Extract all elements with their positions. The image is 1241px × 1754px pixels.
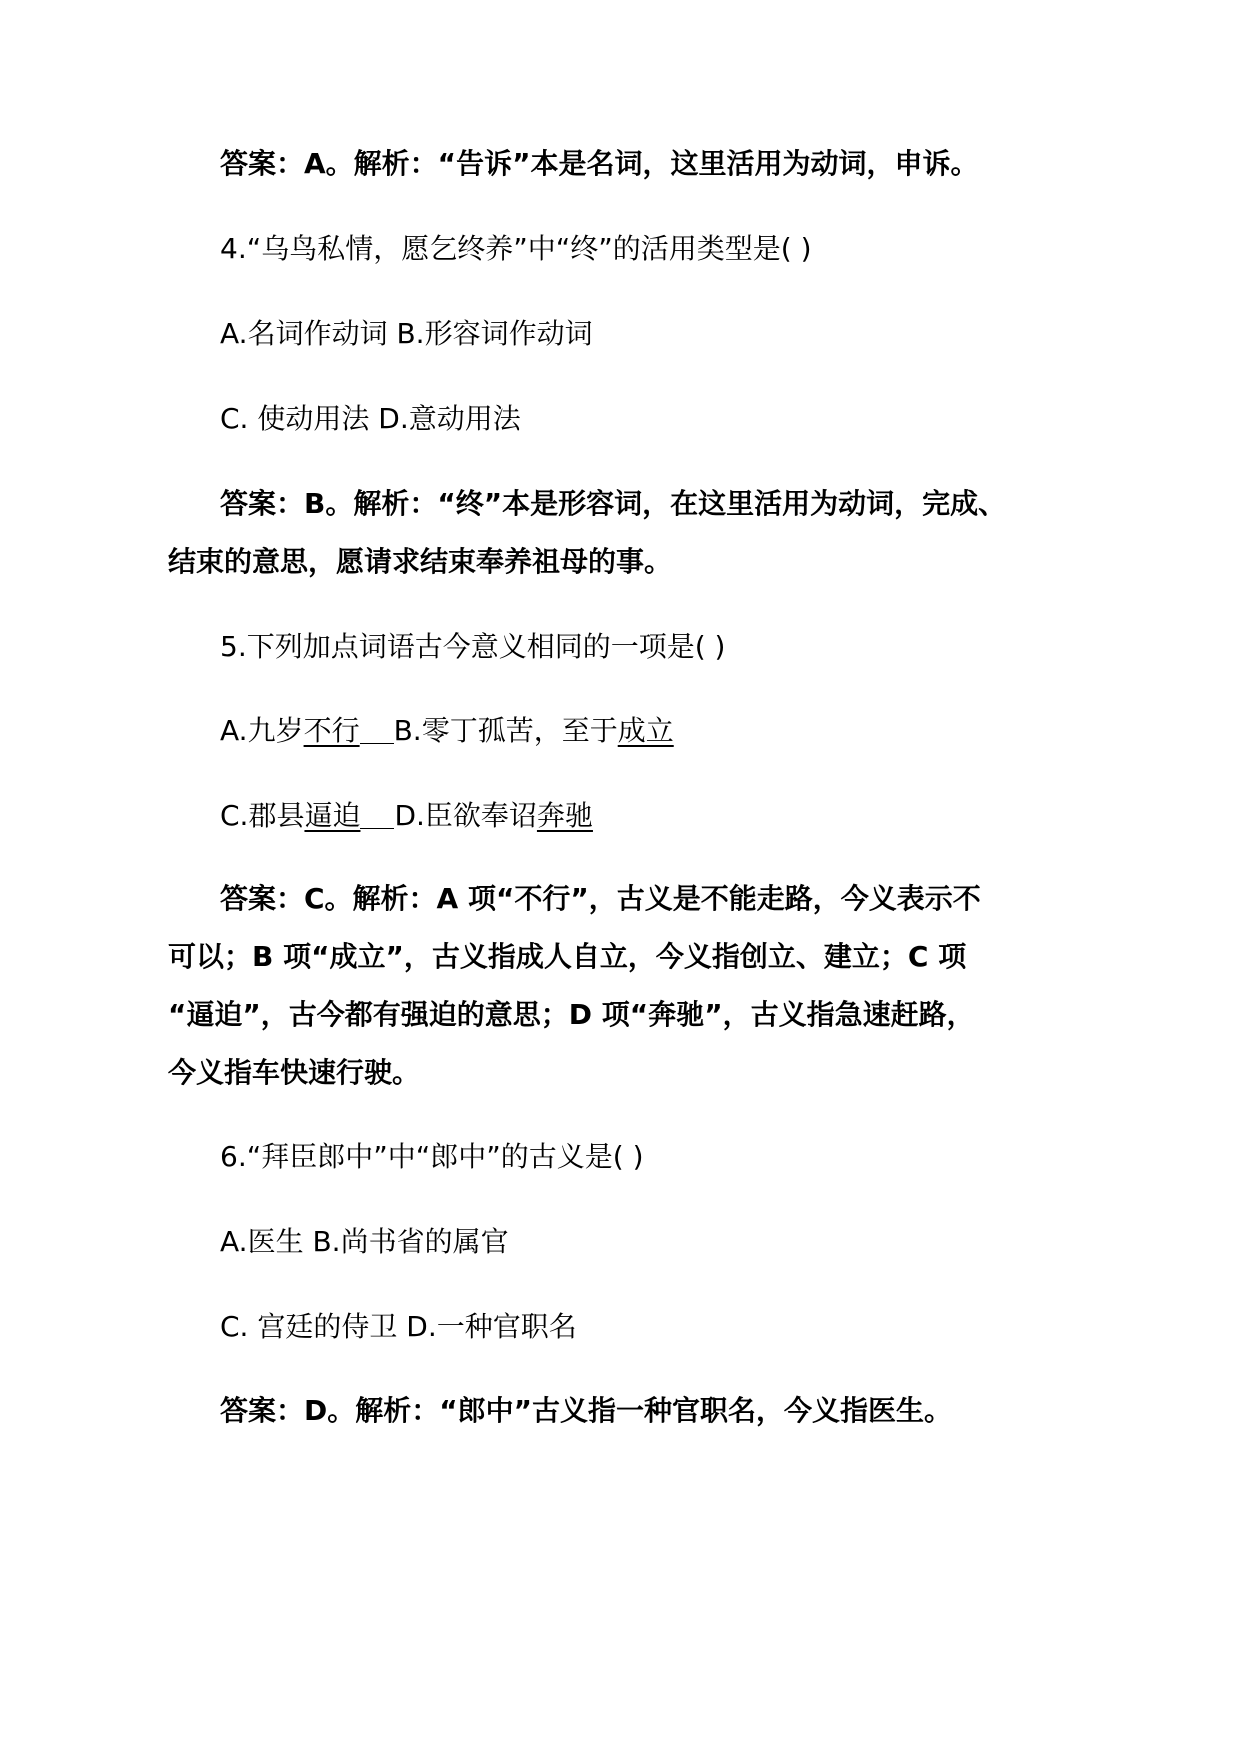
option-a-underlined-word: 不行 (303, 714, 360, 747)
question-5-options-ab (220, 714, 674, 747)
answer-q3: 答案：A。解析：“告诉”本是名词，这里活用为动词，申诉。 (220, 147, 979, 180)
answer-q5-line-2: 可以；B 项“成立”，古义指成人自立，今义指创立、建立；C 项 (168, 940, 967, 973)
question-5-options-cd (220, 799, 593, 832)
option-c-underlined-word: 逼迫 (304, 799, 361, 832)
answer-q5-line-1: 答案：C。解析：A 项“不行”，古义是不能走路，今义表示不 (220, 882, 981, 915)
underline-gap (360, 742, 394, 744)
question-6-stem: 6.“拜臣郎中”中“郎中”的古义是( ) (220, 1140, 644, 1173)
question-4-options-cd: C. 使动用法 D.意动用法 (220, 402, 521, 435)
question-6-options-cd: C. 宫廷的侍卫 D.一种官职名 (220, 1310, 577, 1343)
question-4-options-ab: A.名词作动词 B.形容词作动词 (220, 317, 593, 350)
option-b-underlined-word: 成立 (617, 714, 674, 747)
answer-q4-line-1: 答案：B。解析：“终”本是形容词，在这里活用为动词，完成、 (220, 487, 1007, 520)
answer-q5-line-3: “逼迫”，古今都有强迫的意思；D 项“奔驰”，古义指急速赶路， (168, 998, 975, 1031)
answer-q6: 答案：D。解析：“郎中”古义指一种官职名，今义指医生。 (220, 1394, 953, 1427)
option-b-prefix: B.零丁孤苦，至于 (393, 714, 618, 747)
option-d-underlined-word: 奔驰 (536, 799, 593, 832)
question-5-stem: 5.下列加点词语古今意义相同的一项是( ) (220, 630, 726, 663)
answer-q5-line-4: 今义指车快速行驶。 (168, 1056, 421, 1089)
question-6-options-ab: A.医生 B.尚书省的属官 (220, 1225, 509, 1258)
answer-q4-line-2: 结束的意思，愿请求结束奉养祖母的事。 (168, 545, 673, 578)
underline-gap (360, 827, 394, 829)
option-d-prefix: D.臣欲奉诏 (394, 799, 537, 832)
option-a-prefix: A.九岁 (220, 714, 304, 747)
option-c-prefix: C.郡县 (220, 799, 305, 832)
question-4-stem: 4.“乌鸟私情，愿乞终养”中“终”的活用类型是( ) (220, 232, 812, 265)
